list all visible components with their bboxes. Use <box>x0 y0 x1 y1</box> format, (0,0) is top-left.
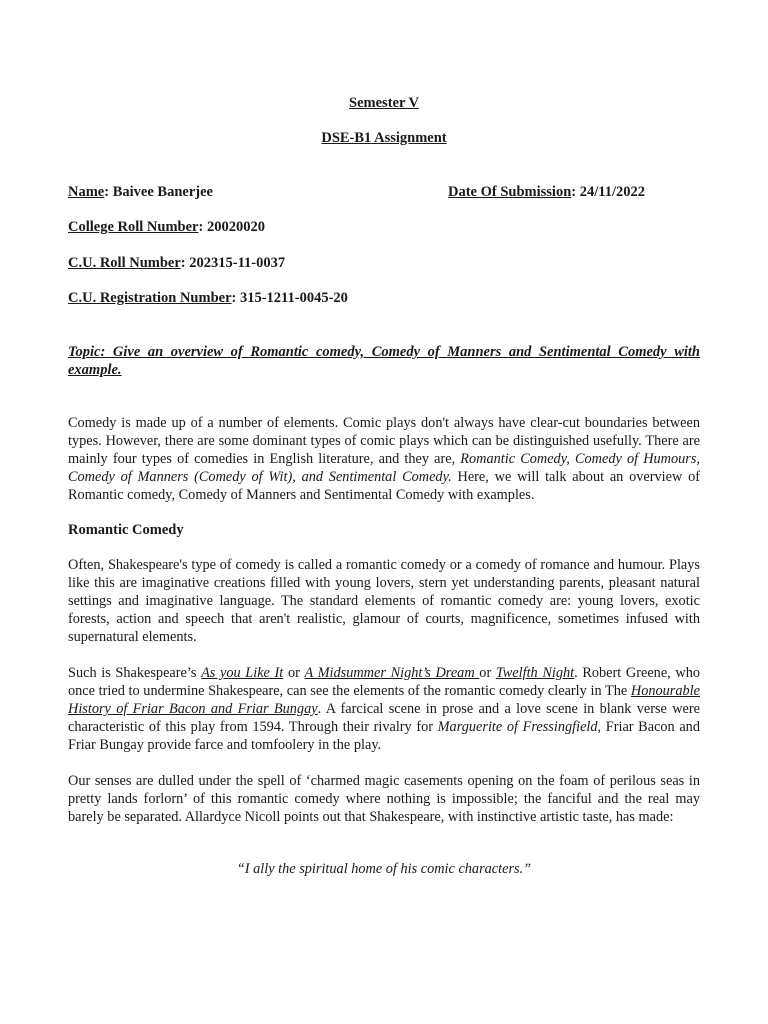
para2-text-1: Such is Shakespeare’s <box>68 665 202 681</box>
semester-title: Semester V <box>349 95 419 111</box>
intro-comedy-types: Romantic Comedy, Comedy of Humours, Comedy of Manners (Comedy of Wit), and Sentimental Comedy. <box>68 451 700 485</box>
topic-statement: Topic: Give an overview of Romantic comedy, Comedy of Manners and Sentimental Comedy with example. <box>68 344 700 378</box>
play-title-twelfth-night: Twelfth Night <box>495 665 575 681</box>
intro-paragraph <box>68 414 700 504</box>
intro-text-a: Comedy is made up of a number of elements. Comic plays don't always have clear-cut boundaries between types. However, there are some dominant types of comic plays which can be distinguished usefully. There are mainly four types of comedies in English literature, and they are, <box>68 415 700 467</box>
para2-text-4: . Robert Greene, who once tried to undermine Shakespeare, can see the elements of the romantic comedy clearly in The <box>68 665 701 699</box>
cu-roll-value: : 202315-11-0037 <box>180 255 286 271</box>
romantic-paragraph-1: Often, Shakespeare's type of comedy is called a romantic comedy or a comedy of romance and humour. Plays like this are imaginative creations filled with young lovers, stern yet understanding parents, pleasant natural settings and imaginative language. The standard elements of romantic comedy are: young lovers, exotic forests, action and speech that aren't realistic, glamour of courts, magnificence, sometimes infused with supernatural elements. <box>68 557 700 645</box>
cu-registration-value: : 315-1211-0045-20 <box>231 290 348 306</box>
play-title-friar-bacon: Honourable History of Friar Bacon and Friar Bungay <box>68 683 700 717</box>
cu-roll-field <box>68 255 285 272</box>
romantic-paragraph-3: Our senses are dulled under the spell of ‘charmed magic casements opening on the foam of perilous seas in pretty lands forlorn’ of this romantic comedy where nothing is impossible; the fanciful and the real may barely be separated. Allardyce Nicoll points out that Shakespeare, with instinctive artistic taste, has made: <box>68 773 700 825</box>
nicoll-quote: “I ally the spiritual home of his comic characters.” <box>236 861 532 877</box>
date-field <box>448 184 645 201</box>
college-roll-field <box>68 219 265 236</box>
romantic-paragraph-2 <box>68 664 700 754</box>
para2-text-3: or <box>479 665 496 681</box>
name-label: Name <box>68 184 105 200</box>
para2-text-6: , Friar Bacon and Friar Bungay provide farce and tomfoolery in the play. <box>68 719 700 753</box>
college-roll-label: College Roll Number <box>68 219 199 235</box>
cu-registration-field <box>68 290 348 307</box>
intro-text-b: Here, we will talk about an overview of Romantic comedy, Comedy of Manners and Sentimental Comedy with examples. <box>68 469 700 503</box>
name-value: : Baivee Banerjee <box>104 184 213 200</box>
cu-roll-label: C.U. Roll Number <box>68 255 181 271</box>
play-title-midsummer: A Midsummer Night’s Dream <box>304 665 480 681</box>
date-value: : 24/11/2022 <box>571 184 645 200</box>
assignment-title: DSE-B1 Assignment <box>321 130 447 146</box>
cu-registration-label: C.U. Registration Number <box>68 290 232 306</box>
date-label: Date Of Submission <box>448 184 572 200</box>
romantic-comedy-heading: Romantic Comedy <box>68 522 184 538</box>
para2-text-5: . A farcical scene in prose and a love scene in blank verse were characteristic of this play from 1594. Through their rivalry for <box>68 701 700 735</box>
college-roll-value: : 20020020 <box>198 219 265 235</box>
play-title-marguerite: Marguerite of Fressingfield <box>437 719 598 735</box>
para2-text-2: or <box>283 665 305 681</box>
play-title-as-you-like-it: As you Like It <box>201 665 284 681</box>
name-field <box>68 184 213 201</box>
